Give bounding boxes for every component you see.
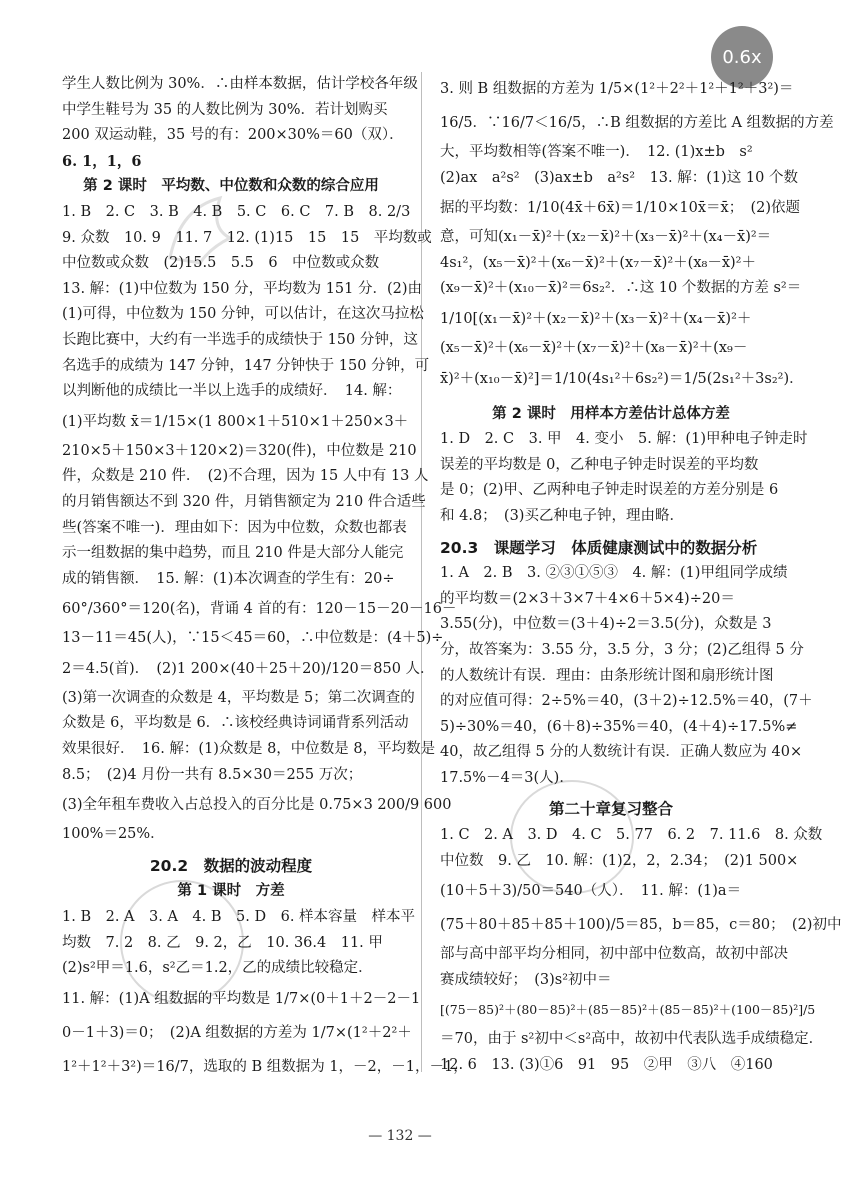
text-line: 2＝4.5(首)． (2)1 200×(40＋25＋20)/120＝850 人． xyxy=(62,660,435,677)
text-line: 部与高中部平均分相同，初中部中位数高，故初中部决 xyxy=(440,946,788,963)
text-line: 众数是 6，平均数是 6．∴该校经典诗词诵背系列活动 xyxy=(62,715,409,732)
text-line: 210×5＋150×3＋120×2)＝320(件)，中位数是 210 xyxy=(62,442,417,459)
page-number: — 132 — xyxy=(368,1128,432,1144)
text-line: 8.5； (2)4 月份一共有 8.5×30＝255 万次； xyxy=(62,766,363,783)
text-line: 和 4.8； (3)买乙种电子钟，理由略． xyxy=(440,507,684,524)
text-line: 中位数 9. 乙 10. 解：(1)2，2，2.34； (2)1 500× xyxy=(440,852,799,869)
section-heading: 第二十章复习整合 xyxy=(548,800,673,819)
text-line: 4s₁²，(x₅－x̄)²＋(x₆－x̄)²＋(x₇－x̄)²＋(x₈－x̄)²＋ xyxy=(440,254,756,271)
lesson-heading: 第 1 课时 方差 xyxy=(177,883,285,900)
text-line: 13－11＝45(人)，∵15＜45＝60，∴中位数是：(4＋5)÷ xyxy=(62,630,444,647)
text-line: 16/5．∵16/7＜16/5，∴B 组数据的方差比 A 组数据的方差 xyxy=(440,115,834,131)
text-line: 的月销售额达不到 320 件，月销售额定为 210 件合适些 xyxy=(62,493,426,510)
text-line: 均数 7. 2 8. 乙 9. 2，乙 10. 36.4 11. 甲 xyxy=(62,934,383,951)
column-divider xyxy=(421,72,422,1072)
text-line: 名选手的成绩为 147 分钟，147 分钟快于 150 分钟，可 xyxy=(62,357,430,374)
text-line: 12. 6 13. (3)①6 91 95 ②甲 ③八 ④160 xyxy=(440,1057,773,1074)
lesson-heading: 第 2 课时 用样本方差估计总体方差 xyxy=(492,405,730,422)
text-line: 以判断他的成绩比一半以上选手的成绩好． 14. 解： xyxy=(62,383,402,400)
text-line: 5)÷30%＝40，(6＋8)÷35%＝40，(4＋4)÷17.5%≠ xyxy=(440,718,798,735)
text-line: 6. 1，1，6 xyxy=(62,152,142,170)
text-line: (2)s²甲＝1.6，s²乙＝1.2，乙的成绩比较稳定． xyxy=(62,960,373,977)
text-line: 40，故乙组得 5 分的人数统计有误．正确人数应为 40× xyxy=(440,744,803,761)
text-line: 1. B 2. A 3. A 4. B 5. D 6. 样本容量 样本平 xyxy=(62,909,416,926)
text-line: 1²＋1²＋3²)＝16/7，选取的 B 组数据为 1，－2，－1，－1， xyxy=(62,1058,468,1075)
text-line: 误差的平均数是 0，乙种电子钟走时误差的平均数 xyxy=(440,456,759,473)
text-line: (2)ax a²s² (3)ax±b a²s² 13. 解：(1)这 10 个数 xyxy=(440,169,798,186)
section-heading: 20.3 课题学习 体质健康测试中的数据分析 xyxy=(440,538,758,557)
text-line: 件，众数是 210 件． (2)不合理，因为 15 人中有 13 人 xyxy=(62,468,429,485)
text-line: 11. 解：(1)A 组数据的平均数是 1/7×(0＋1＋2－2－1 xyxy=(62,990,421,1007)
text-line: 赛成绩较好； (3)s²初中＝ xyxy=(440,971,612,988)
right-lines-block-1 xyxy=(440,72,834,396)
text-line: 中位数或众数 (2)15.5 5.5 6 中位数或众数 xyxy=(62,255,380,272)
text-line: 示一组数据的集中趋势，而且 210 件是大部分人能完 xyxy=(62,545,404,562)
text-line: 17.5%－4＝3(人)． xyxy=(440,769,574,786)
text-line: 的平均数＝(2×3＋3×7＋4×6＋5×4)÷20＝ xyxy=(440,590,735,607)
text-line: (3)全年租车费收入占总投入的百分比是 0.75×3 200/9 600 xyxy=(62,797,452,814)
text-line: (x₉－x̄)²＋(x₁₀－x̄)²＝6s₂²．∴这 10 个数据的方差 s²＝ xyxy=(440,280,802,297)
right-lines-block-2 xyxy=(440,427,808,529)
text-line: (1)平均数 x̄＝1/15×(1 800×1＋510×1＋250×3＋ xyxy=(62,413,409,430)
text-line: (10＋5＋3)/50＝540（人）． 11. 解：(1)a＝ xyxy=(440,883,742,900)
right-column xyxy=(440,72,841,1079)
text-line: 3.55(分)，中位数＝(3＋4)÷2＝3.5(分)，众数是 3 xyxy=(440,616,772,633)
text-line: x̄)²＋(x₁₀－x̄)²]＝1/10(4s₁²＋6s₂²)＝1/5(2s₁²＋3s₂²)． xyxy=(440,370,804,387)
text-line: 成的销售额． 15. 解：(1)本次调查的学生有：20÷ xyxy=(62,570,395,587)
right-lines-block-4 xyxy=(440,823,841,1079)
text-line: 的人数统计有误．理由：由条形统计图和扇形统计图 xyxy=(440,667,774,684)
text-line: 据的平均数：1/10(4x̄＋6x̄)＝1/10×10x̄＝x̄； (2)依题 xyxy=(440,200,800,217)
text-line: 学生人数比例为 30%．∴由样本数据，估计学校各年级 xyxy=(62,76,418,92)
left-column xyxy=(62,72,468,1084)
left-lines-block-2 xyxy=(62,905,468,1084)
text-line: 效果很好． 16. 解：(1)众数是 8，中位数是 8，平均数是 xyxy=(62,741,436,758)
zoom-label: 0.6x xyxy=(722,46,762,68)
text-line: 些(答案不唯一)．理由如下：因为中位数，众数也都表 xyxy=(62,519,407,536)
text-line: 13. 解：(1)中位数为 150 分，平均数为 151 分．(2)由 xyxy=(62,280,423,297)
text-line: 9. 众数 10. 9 11. 7 12. (1)15 15 15 平均数或 xyxy=(62,229,432,246)
text-line: (x₅－x̄)²＋(x₆－x̄)²＋(x₇－x̄)²＋(x₈－x̄)²＋(x₉－ xyxy=(440,339,748,356)
text-line: 1/10[(x₁－x̄)²＋(x₂－x̄)²＋(x₃－x̄)²＋(x₄－x̄)²＋ xyxy=(440,310,752,327)
text-line: 3. 则 B 组数据的方差为 1/5×(1²＋2²＋1²＋1²＋3²)＝ xyxy=(440,81,794,97)
text-line: 0－1＋3)＝0； (2)A 组数据的方差为 1/7×(1²＋2²＋ xyxy=(62,1024,412,1041)
text-line: 1. D 2. C 3. 甲 4. 变小 5. 解：(1)甲种电子钟走时 xyxy=(440,431,808,448)
text-line: (3)第一次调查的众数是 4，平均数是 5；第二次调查的 xyxy=(62,689,415,706)
text-line: 1. A 2. B 3. ②③①⑤③ 4. 解：(1)甲组同学成绩 xyxy=(440,565,788,582)
text-line: 的对应值可得：2÷5%＝40，(3＋2)÷12.5%＝40，(7＋ xyxy=(440,693,813,710)
text-line: 60°/360°＝120(名)，背诵 4 首的有：120－15－20－16－ xyxy=(62,601,457,618)
text-line: 1. C 2. A 3. D 4. C 5. 77 6. 2 7. 11.6 8. 众数 xyxy=(440,827,823,844)
text-line: (1)可得，中位数为 150 分钟，可以估计，在这次马拉松 xyxy=(62,306,424,323)
watermark-logo xyxy=(612,1082,792,1172)
text-line: 中学生鞋号为 35 的人数比例为 30%．若计划购买 xyxy=(62,101,388,118)
text-line: 100%＝25%． xyxy=(62,826,165,843)
text-line: [(75－85)²＋(80－85)²＋(85－85)²＋(85－85)²＋(100－85)²]/5 xyxy=(440,1002,816,1018)
text-line: 大，平均数相等(答案不唯一)． 12. (1)x±b s² xyxy=(440,144,753,160)
text-line: 200 双运动鞋，35 号的有：200×30%＝60（双）． xyxy=(62,127,404,144)
right-lines-block-3 xyxy=(440,561,813,791)
text-line: 分，故答案为：3.55 分，3.5 分，3 分；(2)乙组得 5 分 xyxy=(440,641,804,658)
text-line: 是 0；(2)甲、乙两种电子钟走时误差的方差分别是 6 xyxy=(440,482,779,499)
lesson-heading: 第 2 课时 平均数、中位数和众数的综合应用 xyxy=(83,178,379,195)
text-line: 长跑比赛中，大约有一半选手的成绩快于 150 分钟，这 xyxy=(62,331,418,348)
text-line: ＝70，由于 s²初中＜s²高中，故初中代表队选手成绩稳定． xyxy=(440,1031,824,1048)
text-line: 意，可知(x₁－x̄)²＋(x₂－x̄)²＋(x₃－x̄)²＋(x₄－x̄)²＝ xyxy=(440,229,772,246)
text-line: 1. B 2. C 3. B 4. B 5. C 6. C 7. B 8. 2/3 xyxy=(62,203,411,220)
section-heading: 20.2 数据的波动程度 xyxy=(149,856,313,875)
text-line: (75＋80＋85＋85＋100)/5＝85，b＝85，c＝80； (2)初中 xyxy=(440,917,841,934)
left-lines-block-1 xyxy=(62,72,457,848)
